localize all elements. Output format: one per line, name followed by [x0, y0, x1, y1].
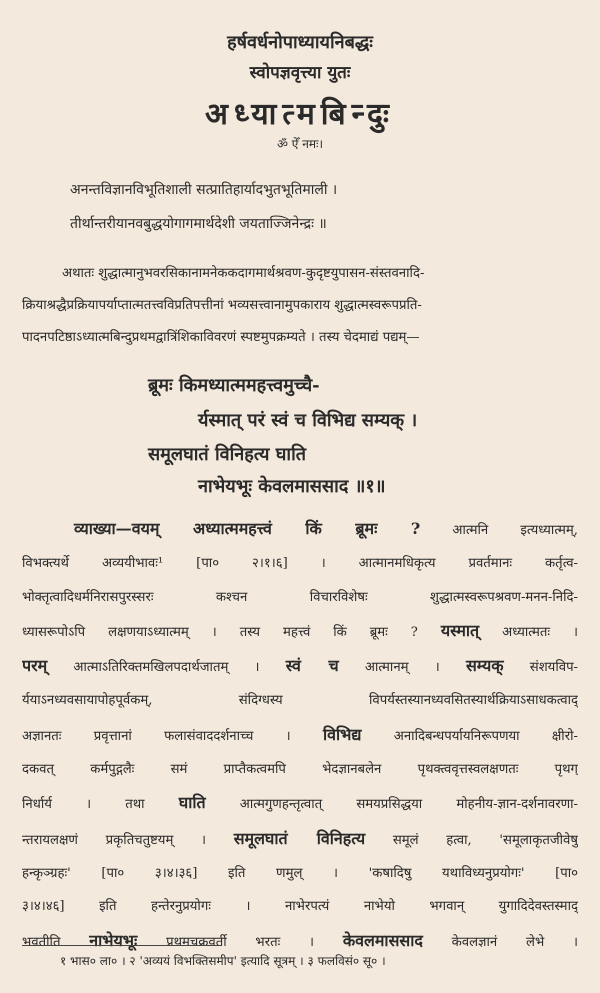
footnote-divider	[22, 945, 222, 946]
commentary-text: हन्कृञ्ग्रहः' [पा० ३।४।३६] इति णमुल् । 'कषादिषु यथाविध्यनुप्रयोगः' [पा०	[22, 865, 578, 881]
commentary-text: निर्धार्य । तथा	[22, 797, 179, 813]
intro-line-1: अथातः शुद्धात्मानुभवरसिकानामनेककदागमार्थश्रवण-कुदृष्टयुपासन-संस्तवनादि-	[62, 266, 425, 281]
commentary-keyword: नाभेयभूः	[89, 930, 138, 950]
commentary-text: आत्मनि इत्यध्यात्मम्,	[420, 523, 578, 538]
commentary-text: आत्माऽतिरिक्तमखिलपदार्थजातम् ।	[47, 660, 286, 676]
commentary-line	[22, 649, 578, 684]
commentary-text: संशयविप-	[503, 660, 578, 676]
commentary-text: दकवत् कर्मपुद्गलैः समं प्राप्तैकत्वमपि भेदज्ञानबलेन पृथक्त्ववृत्तस्वलक्षणतः पृथग्	[22, 762, 578, 778]
intro-paragraph	[22, 258, 578, 354]
commentary-text: अध्यात्मतः ।	[479, 624, 578, 640]
commentary-text: आत्मगुणहन्तृत्वात् समयप्रसिद्धया मोहनीय-ज्ञान-दर्शनावरणा-	[205, 797, 578, 813]
footnote: १ भास० ला० । २ 'अव्ययं विभक्तिसमीप' इत्यादि सूत्रम् । ३ फलविसं० सू० ।	[60, 954, 386, 968]
commentary-keyword: व्याख्या—	[74, 519, 132, 538]
commentary-line	[22, 857, 578, 890]
verse-line-3: समूलघातं विनिहत्य घाति	[148, 444, 306, 465]
verse-line-2: र्यस्मात् परं स्वं च विभिद्य सम्यक् ।	[198, 410, 418, 431]
commentary-line	[22, 718, 578, 753]
commentary-line	[22, 547, 578, 580]
commentary-keyword: यस्मात्	[440, 620, 480, 640]
commentary-text: ध्यासरूपोऽपि लक्षणयाऽध्यात्मम् । तस्य महत्त्वं किं ब्रूमः ?	[22, 624, 441, 640]
mangala-verse-line-2: तीर्थान्तरीयानवबुद्धयोगागमार्थदेशी जयताज्जिनेन्द्रः ॥	[70, 216, 327, 232]
commentary-text: अज्ञानतः प्रवृत्तानां फलासंवाददर्शनाच्च ।	[22, 728, 323, 744]
commentary-text: न्तरायलक्षणं प्रकृतिचतुष्टयम् ।	[22, 832, 234, 848]
commentary-keyword: विभिद्य	[322, 724, 362, 744]
commentary-text: केवलज्ञानं लेभे ।	[422, 934, 578, 950]
commentary-keyword: समूलघातं विनिहत्य	[233, 828, 366, 848]
commentary-line	[22, 822, 578, 857]
verse-line-1: ब्रूमः किमध्यात्ममहत्त्वमुच्चै-	[148, 375, 320, 396]
commentary-line	[22, 512, 578, 547]
commentary-block	[22, 512, 578, 959]
commentary-line	[22, 890, 578, 923]
commentary-keyword: वयम् अध्यात्ममहत्त्वं किं ब्रूमः ?	[131, 519, 421, 538]
commentary-text: प्रथमचक्रवर्ती भरतः ।	[137, 934, 343, 950]
commentary-line	[22, 684, 578, 717]
verse-line-4: नाभेयभूः केवलमाससाद ॥१॥	[198, 476, 386, 497]
commentary-text: र्ययाऽनध्यवसायापोहपूर्वकम्, संदिग्धस्य विपर्यस्तस्यानध्यवसितस्यार्थक्रियाऽसाधकत्वाद्	[22, 693, 578, 709]
intro-line-2: क्रियाश्रद्धैप्रक्रियापर्याप्तात्मतत्त्वविप्रतिपत्तीनां भव्यसत्त्वानामुपकाराय शुद्धात्मस्वरूपप्रति-	[22, 298, 422, 313]
commentary-line	[22, 614, 578, 649]
author-line: हर्षवर्धनोपाध्यायनिबद्धः	[227, 32, 373, 53]
commentary-text: भोक्तृत्वादिधर्मनिरासपुरस्सरः कश्चन विचारविशेषः शुद्धात्मस्वरूपश्रवण-मनन-निदि-	[22, 589, 578, 605]
mangala-verse-line-1: अनन्तविज्ञानविभूतिशाली सत्प्रातिहार्यादभुतभूतिमाली ।	[70, 182, 338, 198]
intro-line-3: पादनपटिष्ठाऽध्यात्मबिन्दुप्रथमद्वात्रिंशिकाविवरणं स्पष्टमुपक्रम्यते । तस्य चेदमाद्यं पद्यम्—	[22, 330, 420, 345]
commentary-line	[22, 581, 578, 614]
commentary-text: अनादिबन्धपर्यायनिरूपणया क्षीरो-	[361, 728, 578, 744]
commentary-keyword: घाति	[178, 793, 206, 813]
invocation: ॐ ऐँ नमः।	[276, 137, 324, 151]
commentary-keyword: सम्यक्	[465, 656, 504, 676]
subtitle-line: स्वोपज्ञवृत्त्या युतः	[249, 63, 351, 83]
commentary-text: ३।४।४६] इति हन्तेरनुप्रयोगः । नाभेरपत्यं नाभेयो भगवान् युगादिदेवस्तस्माद्	[22, 899, 578, 915]
commentary-text: आत्मानम् ।	[338, 660, 466, 676]
commentary-text: समूलं हत्वा, 'समूलाकृतजीवेषु	[365, 832, 578, 848]
commentary-line	[22, 753, 578, 786]
commentary-keyword: स्वं च	[285, 656, 339, 676]
commentary-keyword: परम्	[22, 656, 48, 676]
commentary-text: भवतीति	[22, 934, 90, 950]
page-title: अध्यात्मबिन्दुः	[205, 97, 395, 132]
commentary-text: विभक्त्यर्थे अव्ययीभावः¹ [पा० २।१।६] । आत्मानमधिकृत्य प्रवर्तमानः कर्तृत्व-	[22, 556, 578, 572]
commentary-line	[22, 786, 578, 821]
commentary-keyword: केवलमाससाद	[342, 930, 423, 950]
